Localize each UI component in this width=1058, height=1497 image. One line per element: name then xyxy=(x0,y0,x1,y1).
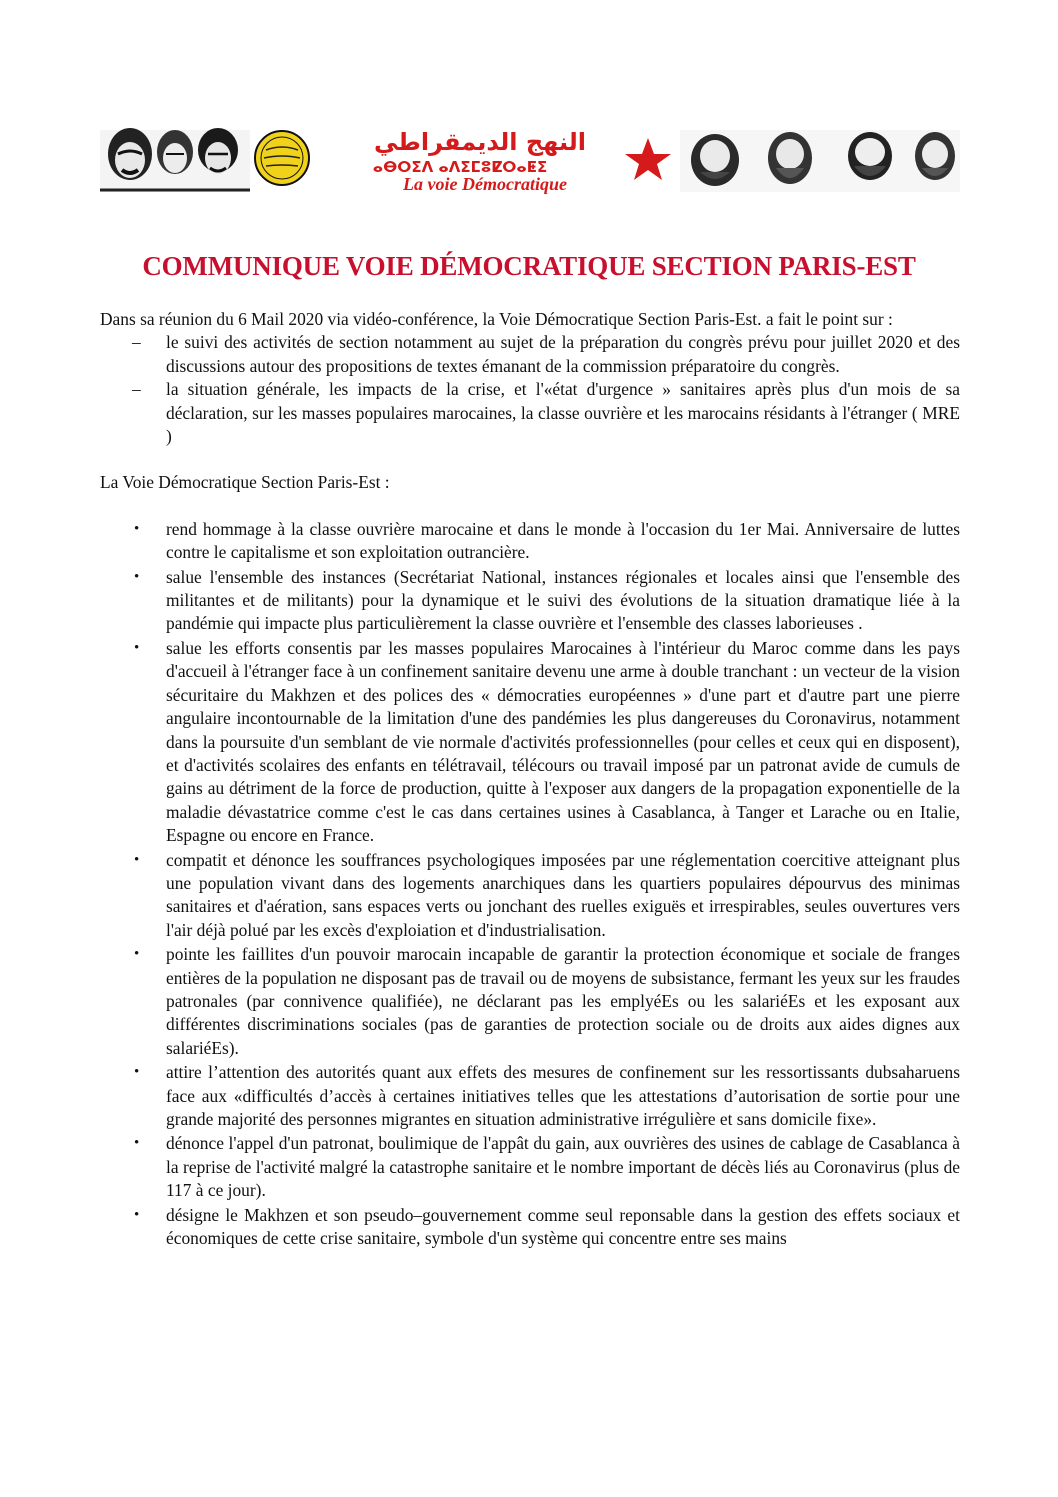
list-item-text: salue les efforts consentis par les masses populaires Marocaines à l'intérieur du Maroc comme dans les pays d'accueil à l'étranger face à un confinement sanitaire devenu une arme à double tranchant : un vecteur de la vision sécuritaire du Makhzen et des polices des « démocraties européennes » d'une part et d'autre part une pierre angulaire incontournable de la limitation d'une des pandémies les plus dangereuses du Coronavirus, notamment dans la poursuite d'un semblant de vie normale d'activités professionnelles (pour celles et ceux qui en disposent), et d'activités scolaires des enfants en télétravail, télécours ou travail imposé par un patronat avide de cumuls de gains au détriment de la force de production, quitte à l'exposer aux dangers de la propagation exponentielle de la maladie dévastatrice comme c'est le cas dans certaines usines à Casablanca, à Tanger et Larache ou en Italie, Espagne ou encore en France. xyxy=(166,637,960,846)
list-item xyxy=(100,1061,960,1131)
list-item xyxy=(100,943,960,1060)
list-item xyxy=(100,566,960,636)
list-item-text: le suivi des activités de section notamment au sujet de la préparation du congrès prévu pour juillet 2020 et des discussions autour des propositions de textes émanant de la commission préparatoire du congrès. xyxy=(166,332,960,376)
list-item xyxy=(100,849,960,943)
voie-democratique-logo-banner xyxy=(100,124,960,196)
list-item-text: pointe les faillites d'un pouvoir marocain incapable de garantir la protection économique et sociale de franges entières de la population ne disposant pas de travail ou de moyens de subsistance, fermant les yeux sur les fraudes patronales (par connivence qualifiée), ne déclarant pas les emplyéEs ou les salariéEs et les exposant aux différentes discriminations sociales (pas de garanties de protection sociale ou de droits aux aides dignes aux salariéEs). xyxy=(166,944,960,1058)
bullet-mark: • xyxy=(134,851,140,868)
bullet-mark: • xyxy=(134,639,140,656)
bullet-mark: • xyxy=(134,1206,140,1223)
banner-arabic: النهج الديمقراطي xyxy=(373,128,587,156)
dash-mark: – xyxy=(132,379,141,400)
document-body xyxy=(100,308,960,1251)
red-star-icon xyxy=(625,138,671,180)
bullet-mark: • xyxy=(134,1064,140,1081)
list-item xyxy=(100,331,960,378)
intro-paragraph: Dans sa réunion du 6 Mail 2020 via vidéo-conférence, la Voie Démocratique Section Paris-Est. a fait le point sur : xyxy=(100,309,893,329)
list-item-text: dénonce l'appel d'un patronat, boulimique de l'appât du gain, aux ouvrières des usines de cablage de Casablanca à la reprise de l'activité malgré la catastrophe sanitaire et le nombre important de décès liés au Coronavirus (plus de 117 à ce jour). xyxy=(166,1133,960,1201)
statement-list xyxy=(100,518,960,1251)
bullet-mark: • xyxy=(134,568,140,585)
list-item xyxy=(100,1204,960,1251)
list-item xyxy=(100,378,960,448)
banner-latin: La voie Démocratique xyxy=(403,174,567,194)
portraits-left xyxy=(100,128,250,192)
list-item xyxy=(100,518,960,565)
agenda-list xyxy=(100,331,960,448)
list-item-text: la situation générale, les impacts de la crise, et l'«état d'urgence » sanitaires après plus d'un mois de sa déclaration, sur les masses populaires marocaines, la classe ouvrière et les marocains résidants à l'étranger ( MRE ) xyxy=(166,379,960,447)
emblem-icon xyxy=(255,131,309,185)
bullet-mark: • xyxy=(134,946,140,963)
list-item-text: compatit et dénonce les souffrances psychologiques imposées par une réglementation coercitive atteignant plus une population vivant dans des logements anarchiques dans les quartiers populaires dépourvus des minimas sanitaires et d'aération, sans espaces verts ou jonchant des ruelles exiguës et irrespirables, seules ouvertures vers l'air déjà polué par les excès d'exploiation et d'industrialisation. xyxy=(166,849,960,940)
list-item-text: salue l'ensemble des instances (Secrétariat National, instances régionales et locales ainsi que l'ensemble des militantes et de militants) pour la dynamique et le suivi des évolutions de la situation dramatique liée à la pandémie qui impacte plus particulièrement la classe ouvrière et l'ensemble des classes laborieuses . xyxy=(166,566,960,634)
list-item-text: désigne le Makhzen et son pseudo–gouvernement comme seul reponsable dans la gestion des effets sociaux et économiques de cette crise sanitaire, symbole d'un système qui concentre entre ses mains xyxy=(166,1204,960,1249)
list-item-text: attire l’attention des autorités quant aux effets des mesures de confinement sur les ressortissants dubsaharuens face aux «difficultés d’accès à certaines initiatives telles que les attestations d’autorisation de sortie pour une grande majorité des personnes migrantes en situation administrative irrégulière et sans domicile fixe». xyxy=(166,1062,960,1129)
list-item-text: rend hommage à la classe ouvrière marocaine et dans le monde à l'occasion du 1er Mai. Anniversaire de luttes contre le capitalisme et son exploitation outrancière. xyxy=(166,518,960,563)
bullet-mark: • xyxy=(134,1135,140,1152)
header-banner xyxy=(100,124,960,196)
list-item xyxy=(100,637,960,848)
banner-tifinagh: ⴰⴱⵔⵉⴷ ⴰⴷⵉⵎⵓⵇⵔⴰⵟⵉ xyxy=(372,158,548,176)
dash-mark: – xyxy=(132,332,141,353)
portraits-right xyxy=(680,130,960,192)
list-item xyxy=(100,1132,960,1202)
section-lead: La Voie Démocratique Section Paris-Est : xyxy=(100,472,390,493)
bullet-mark: • xyxy=(134,520,140,537)
page-title: COMMUNIQUE VOIE DÉMOCRATIQUE SECTION PARIS-EST xyxy=(142,251,916,281)
